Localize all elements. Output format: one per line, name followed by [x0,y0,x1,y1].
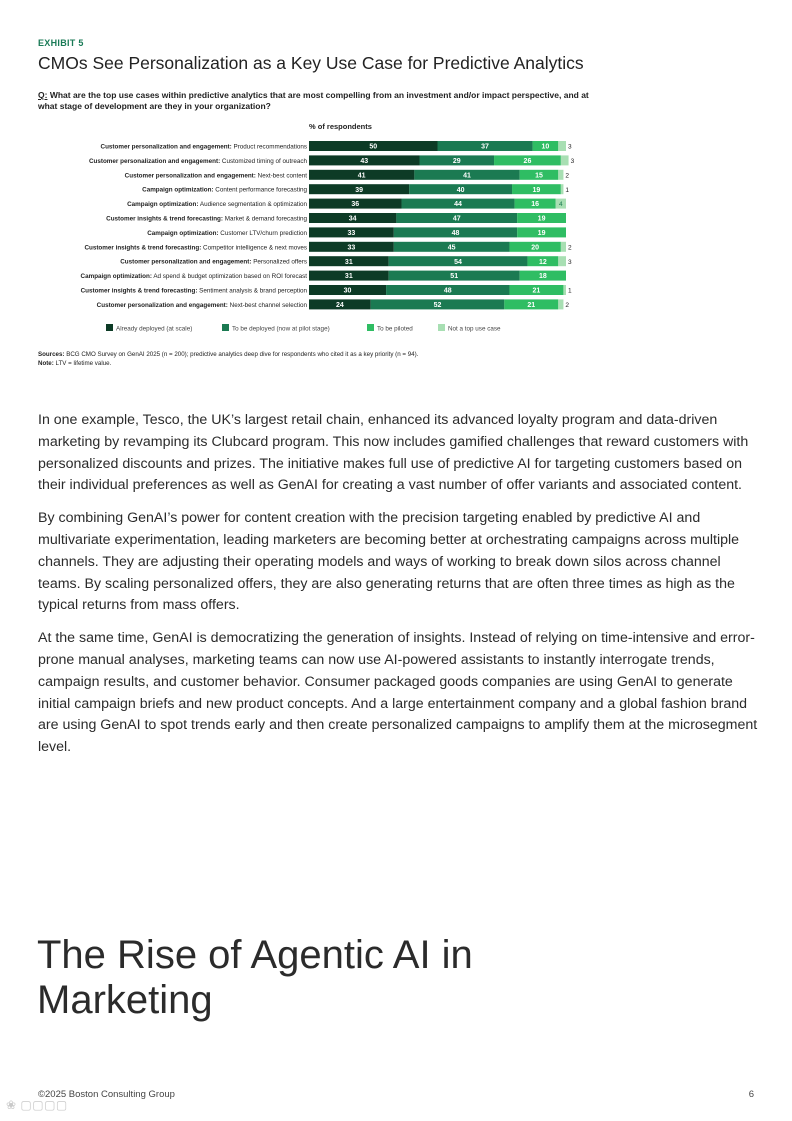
data-label: 48 [443,287,452,295]
data-label: 51 [450,273,459,281]
data-label: 39 [355,186,364,194]
data-label: 45 [447,244,456,252]
legend-label: To be deployed (now at pilot stage) [232,325,330,333]
data-label: 33 [347,230,356,237]
category-label: Customer insights & trend forecasting: Sentiment analysis & brand perception [80,287,307,295]
category-label: Campaign optimization: Audience segmentation & optimization [127,201,307,209]
category-label: Campaign optimization: Ad spend & budget optimization based on ROI forecast [80,273,307,281]
legend-swatch [438,324,445,331]
note-text: LTV = lifetime value. [53,359,112,367]
legend-swatch [222,324,229,331]
paragraph: In one example, Tesco, the UK’s largest retail chain, enhanced its advanced loyalty program and data-driven marketing by revamping its Clubcard program. This now includes gamified challenges that reward customers with personalized discounts and prizes. The initiative makes full use of predictive AI for targeting customers based on their individual preferences as well as GenAI for creating a vast number of offer variants and associated content. [38,412,749,494]
data-label: 44 [454,201,462,209]
category-label: Customer personalization and engagement: Customized timing of outreach [88,157,307,165]
watermark-logo: ❀ ▢▢▢▢ [6,1098,68,1112]
data-label: 29 [452,158,461,165]
data-label: 2 [565,172,570,180]
bar-segment [558,170,563,180]
bar-segment [558,141,566,151]
category-label: Customer insights & trend forecasting: Competitor intelligence & next moves [84,244,307,252]
data-label: 10 [541,143,550,151]
data-label: 26 [523,158,532,165]
note-label: Note: [38,359,54,367]
paragraph: By combining GenAI’s power for content creation with the precision targeting enabled by predictive AI and multivariate experimentation, leading marketers are becoming better at orchestrating campaigns across multiple channels. They are adjusting their operating models and ways of working to break down silos across channel teams. By scaling personalized offers, they are also generating returns that are often three times as high as the typical returns from mass offers. [38,510,740,614]
category-label: Customer personalization and engagement: Product recommendations [100,143,307,151]
bar-segment [561,242,566,252]
category-label: Customer personalization and engagement: Personalized offers [120,258,307,266]
data-label: 41 [357,172,366,180]
data-label: 30 [343,287,352,295]
data-label: 21 [532,287,541,295]
legend-swatch [367,324,374,331]
data-label: 15 [535,172,543,180]
footer-copyright: ©2025 Boston Consulting Group [38,1089,175,1100]
section-heading: The Rise of Agentic AI in Marketing [37,933,473,1022]
data-label: 37 [481,143,489,151]
data-label: 16 [531,201,540,209]
data-label: 34 [348,215,357,223]
category-label: Customer insights & trend forecasting: Market & demand forecasting [106,215,307,223]
data-label: 31 [344,258,353,266]
sources-label: Sources: [38,351,65,358]
data-label: 50 [369,143,378,151]
bar-segment [561,184,564,194]
data-label: 1 [565,186,570,194]
category-label: Campaign optimization: Content performance forecasting [142,186,307,194]
question-prefix: Q: [38,90,48,100]
data-label: 43 [360,158,369,165]
data-label: 47 [452,215,461,223]
data-label: 31 [344,273,353,281]
data-label: 48 [451,230,460,237]
chart-sources [38,351,418,368]
category-label: Campaign optimization: Customer LTV/churn prediction [147,229,307,237]
data-label: 20 [531,244,540,252]
legend-label: To be piloted [377,325,413,333]
bar-segment [558,256,566,266]
legend-label: Already deployed (at scale) [116,325,193,333]
data-label: 4 [559,201,563,209]
body-text [38,410,763,770]
data-label: 24 [335,302,344,309]
data-label: 3 [568,143,572,151]
data-label: 3 [570,158,575,165]
data-label: 19 [532,186,541,194]
exhibit-title: CMOs See Personalization as a Key Use Case for Predictive Analytics [38,53,584,73]
legend-label: Not a top use case [448,325,501,333]
data-label: 12 [538,258,547,266]
data-label: 19 [537,230,546,237]
data-label: 3 [568,258,572,266]
category-label: Customer personalization and engagement: Next-best channel selection [96,301,307,309]
data-label: 1 [568,287,572,295]
data-label: 36 [351,201,360,209]
data-label: 2 [565,302,570,309]
data-label: 18 [538,273,547,281]
data-label: 41 [463,172,471,180]
bar-segment [563,285,566,295]
legend-swatch [106,324,113,331]
data-label: 33 [347,244,356,252]
exhibit-label: EXHIBIT 5 [38,38,84,48]
data-label: 54 [454,258,462,266]
sources-text: BCG CMO Survey on GenAI 2025 (n = 200); predictive analytics deep dive for respondents who cited it as a key priority (n = 94). [64,351,419,358]
stacked-bar-chart [0,0,792,345]
bar-segment [561,155,569,165]
data-label: 52 [433,302,442,309]
category-label: Customer personalization and engagement: Next-best content [124,172,307,180]
data-label: 21 [527,302,536,309]
question-text: What are the top use cases within predictive analytics that are most compelling from an investment and/or impact perspective, and at what stage of development are they in your organization? [38,90,589,111]
chart-title: % of respondents [309,122,372,131]
paragraph: At the same time, GenAI is democratizing the generation of insights. Instead of relying on time-intensive and error-prone manual analyses, marketing teams can now use AI-powered assistants to instantly interrogate trends, campaign results, and customer behavior. Consumer packaged goods companies are using GenAI to generate initial campaign briefs and new product concepts. And a large entertainment company and a global fashion brand are using GenAI to spot trends early and then create personalized campaigns to amplify them at the microsegment level. [38,630,758,756]
data-label: 40 [456,186,465,194]
bar-segment [558,299,563,309]
page-number: 6 [748,1089,754,1100]
data-label: 19 [537,215,546,223]
data-label: 2 [568,244,572,252]
